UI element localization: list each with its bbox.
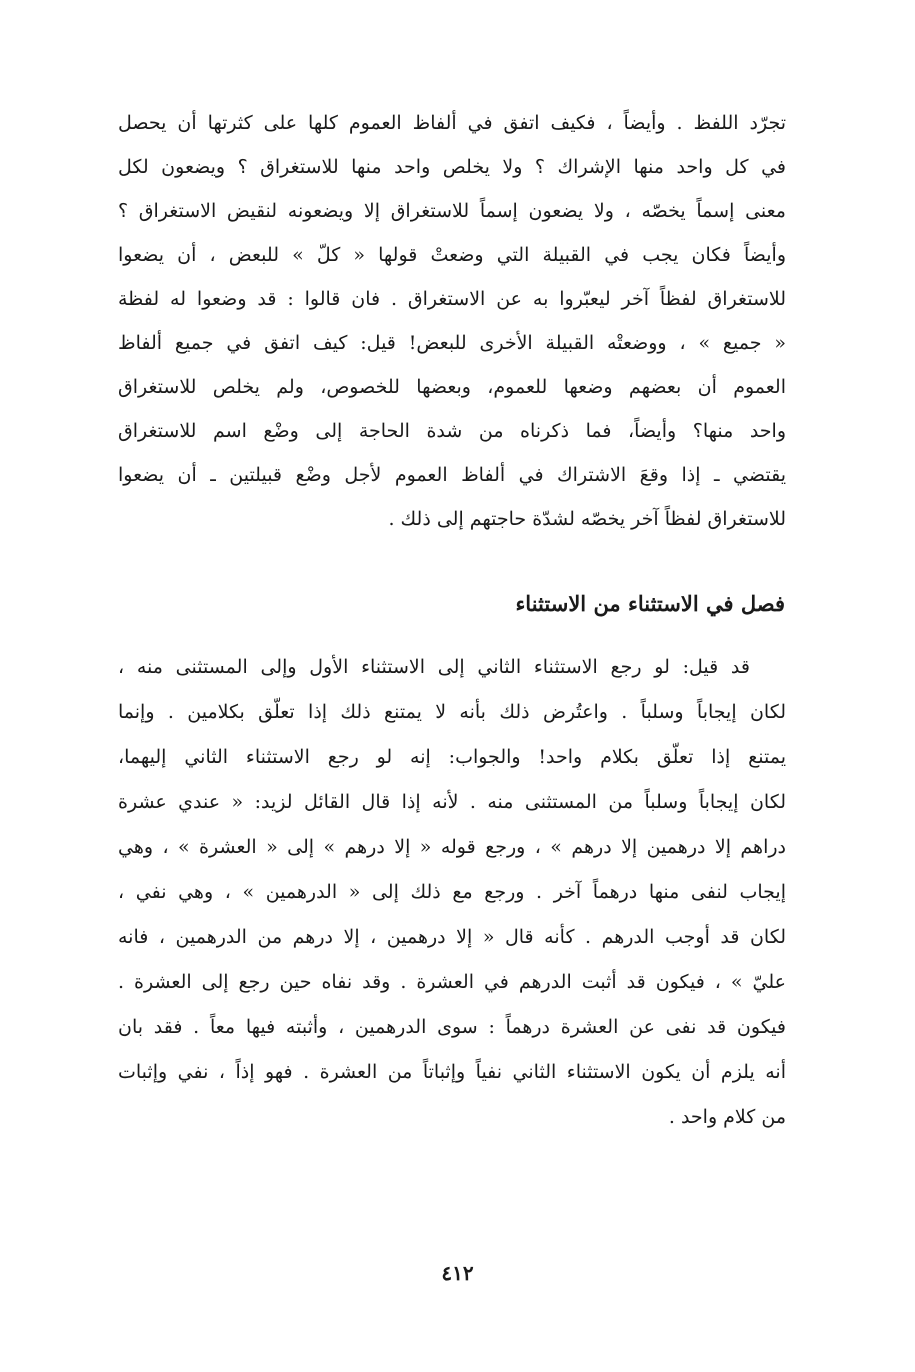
text-line: لكان إيجاباً وسلباً . واعتُرض ذلك بأنه لا يمتنع ذلك إذا تعلّق بكلامين . وإنما	[118, 701, 786, 723]
text-line: يقتضي ـ إذا وقعَ الاشتراك في ألفاظ العموم لأجل وضْع قبيلتين ـ أن يضعوا	[118, 464, 786, 486]
paragraph-section	[118, 645, 786, 1140]
text-line: « جميع » ، ووضعتْه القبيلة الأخرى للبعض! قيل: كيف اتفق في جميع ألفاظ	[118, 332, 786, 354]
text-line: لكان إيجاباً وسلباً من المستثنى منه . لأنه إذا قال القائل لزيد: « عندي عشرة	[118, 791, 786, 813]
text-line: للاستغراق لفظاً آخر ليعبّروا به عن الاستغراق . فان قالوا : قد وضعوا له لفظة	[118, 288, 786, 310]
text-line: إيجاب لنفى منها درهماً آخر . ورجع مع ذلك إلى « الدرهمين » ، وهي نفي ،	[118, 881, 786, 903]
text-line: أنه يلزم أن يكون الاستثناء الثاني نفياً وإثباتاً من العشرة . فهو إذاً ، نفي وإثبات	[118, 1061, 786, 1083]
text-line: عليّ » ، فيكون قد أثبت الدرهم في العشرة . وقد نفاه حين رجع إلى العشرة .	[118, 971, 786, 993]
text-line: تجرّد اللفظ . وأيضاً ، فكيف اتفق في ألفاظ العموم كلها على كثرتها أن يحصل	[118, 112, 786, 134]
text-line: لكان قد أوجب الدرهم . كأنه قال « إلا درهمين ، إلا درهم من الدرهمين ، فانه	[118, 926, 786, 948]
text-line: فيكون قد نفى عن العشرة درهماً : سوى الدرهمين ، وأثبته فيها معاً . فقد بان	[118, 1016, 786, 1038]
text-line: قد قيل: لو رجع الاستثناء الثاني إلى الاستثناء الأول وإلى المستثنى منه ،	[118, 656, 750, 678]
text-line: يمتنع إذا تعلّق بكلام واحد! والجواب: إنه لو رجع الاستثناء الثاني إليهما،	[118, 746, 786, 768]
section-heading: فصل في الاستثناء من الاستثناء	[515, 591, 785, 616]
page-number: ٤١٢	[441, 1261, 474, 1285]
text-line: وأيضاً فكان يجب في القبيلة التي وضعتْ قولها « كلّ » للبعض ، أن يضعوا	[118, 244, 786, 266]
text-line: للاستغراق لفظاً آخر يخصّه لشدّة حاجتهم إلى ذلك .	[388, 508, 786, 530]
paragraph-continued	[118, 101, 786, 541]
text-line: معنى إسماً يخصّه ، ولا يضعون إسماً للاستغراق إلا ويضعونه لنقيض الاستغراق ؟	[118, 200, 786, 222]
text-line: من كلام واحد .	[668, 1106, 786, 1128]
text-line: دراهم إلا درهمين إلا درهم » ، ورجع قوله « إلا درهم » إلى « العشرة » ، وهي	[118, 836, 786, 858]
text-line: في كل واحد منها الإشراك ؟ ولا يخلص واحد منها للاستغراق ؟ ويضعون لكل	[118, 156, 786, 178]
text-line: واحد منها؟ وأيضاً، فما ذكرناه من شدة الحاجة إلى وضْع اسم للاستغراق	[118, 420, 786, 442]
text-line: العموم أن بعضهم وضعها للعموم، وبعضها للخصوص، ولم يخلص للاستغراق	[118, 376, 786, 398]
